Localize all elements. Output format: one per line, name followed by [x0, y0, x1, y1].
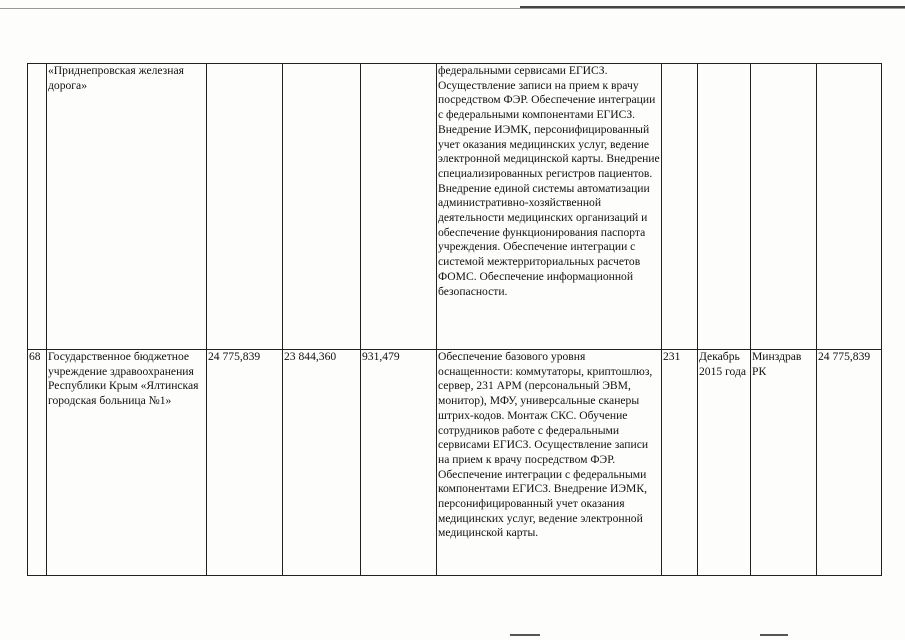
cell-amount-b: [361, 64, 437, 350]
cell-number: [28, 64, 47, 350]
budget-table: [27, 63, 882, 576]
cell-deadline: Декабрь 2015 года: [698, 350, 751, 576]
cell-total: [207, 64, 283, 350]
page-top-rule: [0, 8, 905, 9]
table-row: [28, 64, 882, 350]
page-top-rule-dark: [520, 6, 905, 8]
cell-organization: Государственное бюджетное учреждение здравоохранения Республики Крым «Ялтинская городская больница №1»: [47, 350, 207, 576]
cell-description: федеральными сервисами ЕГИСЗ. Осуществление записи на прием к врачу посредством ФЭР. Обеспечение интеграции с федеральными компонентами ЕГИСЗ. Внедрение ИЭМК, персонифицированный учет оказания медицинских услуг, ведение электронной медицинской карты. Внедрение специализированных регистров пациентов. Внедрение единой системы автоматизации административно-хозяйственной деятельности медицинских организаций и обеспечение функционирования паспорта учреждения. Обеспечение интеграции с системой межтерриториальных расчетов ФОМС. Обеспечение информационной безопасности.: [437, 64, 662, 350]
cell-total: 24 775,839: [207, 350, 283, 576]
cell-amount-a: [283, 64, 361, 350]
cell-organization: «Приднепровская железная дорога»: [47, 64, 207, 350]
cell-responsible: Минздрав РК: [751, 350, 817, 576]
cell-number: 68: [28, 350, 47, 576]
cell-arm-count: 231: [662, 350, 698, 576]
cell-total-2: 24 775,839: [817, 350, 882, 576]
cell-description: Обеспечение базового уровня оснащенности: коммутаторы, криптошлюз, сервер, 231 АРМ (персональный ЭВМ, монитор), МФУ, универсальные сканеры штрих-кодов. Монтаж СКС. Обучение сотрудников работе с федеральными сервисами ЕГИСЗ. Осуществление записи на прием к врачу посредством ФЭР. Обеспечение интеграции с федеральными компонентами ЕГИСЗ. Внедрение ИЭМК, персонифицированный учет оказания медицинских услуг, ведение электронной медицинской карты.: [437, 350, 662, 576]
cell-deadline: [698, 64, 751, 350]
scan-mark: [760, 634, 788, 636]
cell-total-2: [817, 64, 882, 350]
cell-amount-a: 23 844,360: [283, 350, 361, 576]
cell-arm-count: [662, 64, 698, 350]
cell-responsible: [751, 64, 817, 350]
scan-mark: [510, 634, 540, 636]
cell-amount-b: 931,479: [361, 350, 437, 576]
table-row: [28, 350, 882, 576]
